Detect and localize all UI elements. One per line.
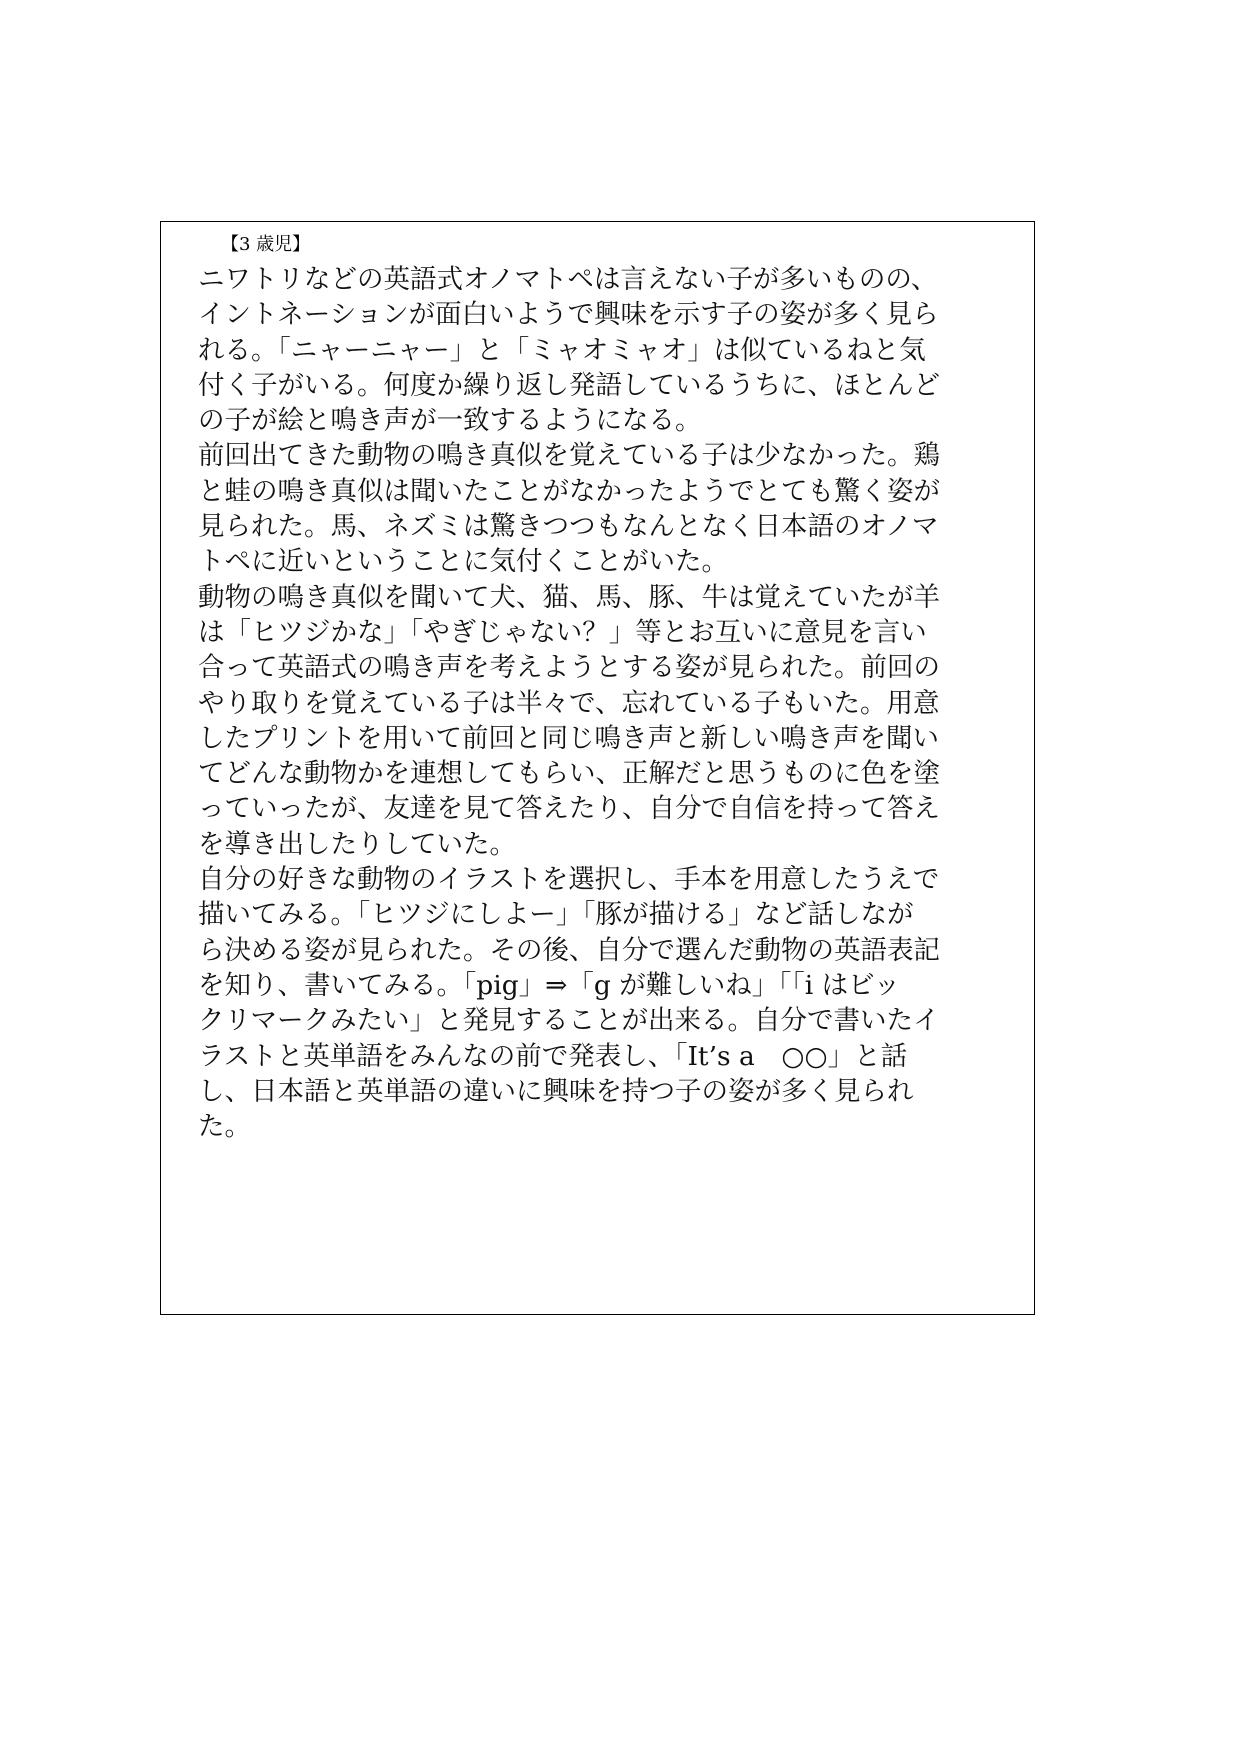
text-line: ラストと英単語をみんなの前で発表し、「It’s a ○○」と話 <box>198 1040 908 1072</box>
text-line: したプリントを用いて前回と同じ鳴き声と新しい鳴き声を聞い <box>198 722 939 754</box>
text-line: の子が絵と鳴き声が一致するようになる。 <box>198 405 702 437</box>
text-line: イントネーションが面白いようで興味を示す子の姿が多く見ら <box>198 299 939 331</box>
text-line: 合って英語式の鳴き声を考えようとする姿が見られた。前回の <box>198 652 940 684</box>
text-line: れる。「ニャーニャー」と「ミャオミャオ」は似ているねと気 <box>198 334 926 366</box>
text-line: てどんな動物かを連想してもらい、正解だと思うものに色を塗 <box>198 758 940 790</box>
text-line: 動物の鳴き真似を聞いて犬、猫、馬、豚、牛は覚えていたが羊 <box>198 581 940 613</box>
text-line: っていったが、友達を見て答えたり、自分で自信を持って答え <box>198 793 940 825</box>
text-line: 自分の好きな動物のイラストを選択し、手本を用意したうえで <box>198 864 940 896</box>
observation-text <box>198 262 1028 1144</box>
text-line: やり取りを覚えている子は半々で、忘れている子もいた。用意 <box>198 687 940 719</box>
text-line: を知り、書いてみる。「pig」⇒「g が難しいね」「「i はビッ <box>198 969 901 1001</box>
text-line: 付く子がいる。何度か繰り返し発語しているうちに、ほとんど <box>198 369 940 401</box>
text-line: し、日本語と英単語の違いに興味を持つ子の姿が多く見られ <box>198 1075 914 1107</box>
text-line: 見られた。馬、ネズミは驚きつつもなんとなく日本語のオノマ <box>198 511 939 543</box>
section-heading: 【3 歳児】 <box>221 234 311 255</box>
text-line: は「ヒツジかな」「やぎじゃない？」等とお互いに意見を言い <box>198 616 927 648</box>
text-line: た。 <box>198 1111 251 1143</box>
text-line: と蛙の鳴き真似は聞いたことがなかったようでとても驚く姿が <box>198 475 940 507</box>
text-line: ら決める姿が見られた。その後、自分で選んだ動物の英語表記 <box>198 934 940 966</box>
text-line: を導き出したりしていた。 <box>198 828 516 860</box>
text-line: クリマークみたい」と発見することが出来る。自分で書いたイ <box>198 1005 940 1037</box>
text-line: ニワトリなどの英語式オノマトペは言えない子が多いものの、 <box>198 264 938 295</box>
text-line: 前回出てきた動物の鳴き真似を覚えている子は少なかった。鶏 <box>198 440 940 472</box>
text-line: トペに近いということに気付くことがいた。 <box>198 546 728 578</box>
text-line: 描いてみる。「ヒツジにしよー」「豚が描ける」など話しなが <box>198 899 914 931</box>
